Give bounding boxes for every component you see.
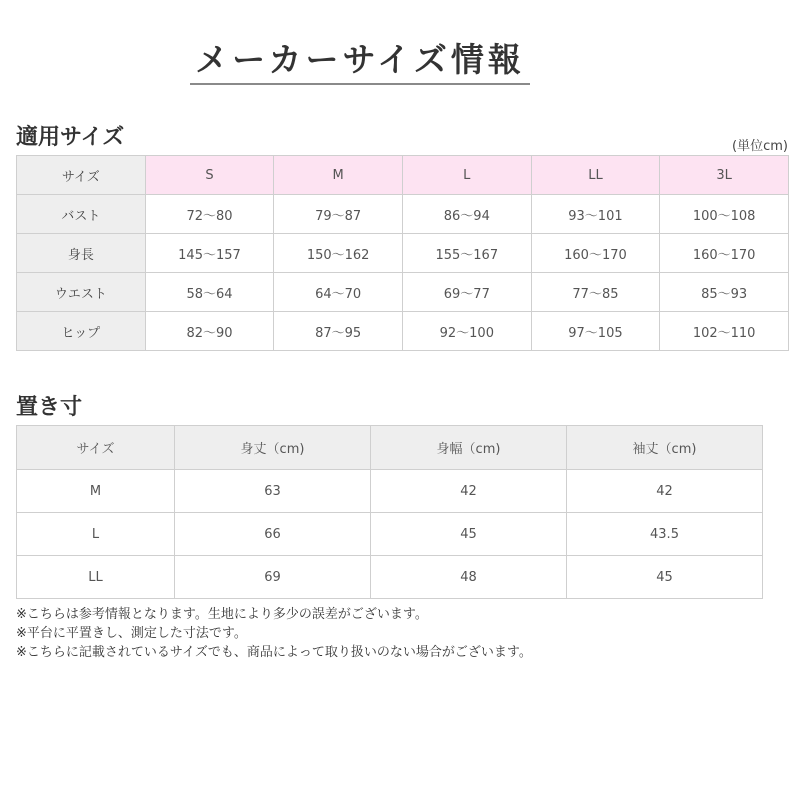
size-header-cell: L [402, 156, 531, 195]
row-label-hip: ヒップ [17, 312, 146, 351]
table-cell: 69 [175, 556, 371, 599]
size-header-cell: 3L [660, 156, 789, 195]
fit-size-table [16, 155, 789, 351]
title-underline [190, 83, 530, 85]
size-header-cell: M [274, 156, 403, 195]
table-cell: 77〜85 [531, 273, 660, 312]
table-cell: 102〜110 [660, 312, 789, 351]
fit-size-heading: 適用サイズ [16, 125, 125, 150]
table-cell: 42 [371, 470, 567, 513]
table-row [17, 234, 789, 273]
table-cell: 45 [567, 556, 763, 599]
table-cell: 92〜100 [402, 312, 531, 351]
note-line: ※平台に平置きし、測定した寸法です。 [16, 626, 247, 641]
table-cell: 42 [567, 470, 763, 513]
notes [16, 605, 532, 662]
flat-measure-table [16, 425, 763, 599]
table-cell: 97〜105 [531, 312, 660, 351]
table-cell: 79〜87 [274, 195, 403, 234]
table-cell: 66 [175, 513, 371, 556]
table-row [17, 312, 789, 351]
size-header-cell: LL [531, 156, 660, 195]
table-cell: 58〜64 [145, 273, 274, 312]
table-cell: 160〜170 [531, 234, 660, 273]
note-line: ※こちらは参考情報となります。生地により多少の誤差がございます。 [16, 607, 428, 622]
table-cell: 64〜70 [274, 273, 403, 312]
table-row [17, 513, 763, 556]
table-cell: 82〜90 [145, 312, 274, 351]
table-cell: 69〜77 [402, 273, 531, 312]
column-header: 身丈（cm) [175, 426, 371, 470]
table-cell: 86〜94 [402, 195, 531, 234]
row-size-label: LL [17, 556, 175, 599]
table-cell: 85〜93 [660, 273, 789, 312]
row-label-bust: バスト [17, 195, 146, 234]
row-size-label: M [17, 470, 175, 513]
table-header-row [17, 156, 789, 195]
table-cell: 63 [175, 470, 371, 513]
row-label-waist: ウエスト [17, 273, 146, 312]
note-line: ※こちらに記載されているサイズでも、商品によって取り扱いのない場合がございます。 [16, 645, 532, 660]
column-header: サイズ [17, 426, 175, 470]
table-row [17, 556, 763, 599]
row-label-height: 身長 [17, 234, 146, 273]
table-cell: 93〜101 [531, 195, 660, 234]
table-row [17, 273, 789, 312]
table-cell: 145〜157 [145, 234, 274, 273]
table-cell: 155〜167 [402, 234, 531, 273]
table-cell: 160〜170 [660, 234, 789, 273]
table-header-row [17, 426, 763, 470]
row-size-label: L [17, 513, 175, 556]
column-header: 身幅（cm) [371, 426, 567, 470]
table-row [17, 470, 763, 513]
size-header-cell: S [145, 156, 274, 195]
unit-note: (単位cm) [732, 139, 788, 154]
page-title: メーカーサイズ情報 [195, 40, 525, 79]
column-header: 袖丈（cm) [567, 426, 763, 470]
table-cell: 45 [371, 513, 567, 556]
table-cell: 87〜95 [274, 312, 403, 351]
table-cell: 100〜108 [660, 195, 789, 234]
flat-measure-heading: 置き寸 [16, 395, 83, 420]
table-row [17, 195, 789, 234]
table-cell: 48 [371, 556, 567, 599]
size-header-label: サイズ [17, 156, 146, 195]
table-cell: 150〜162 [274, 234, 403, 273]
table-cell: 43.5 [567, 513, 763, 556]
table-cell: 72〜80 [145, 195, 274, 234]
